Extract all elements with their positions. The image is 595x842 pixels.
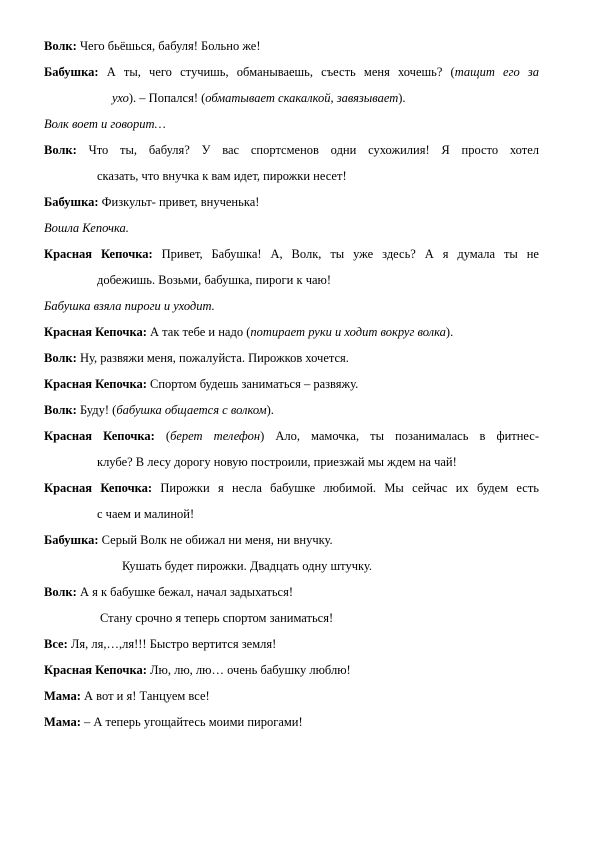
speaker-name: Волк: xyxy=(44,403,77,417)
speaker-name: Красная Кепочка: xyxy=(44,247,153,261)
line-text: Ля, ля,…,ля!!! Быстро вертится земля! xyxy=(67,637,277,651)
dialogue-line xyxy=(44,475,539,501)
stage-direction-line: Вошла Кепочка. xyxy=(44,221,129,235)
speaker-name: Красная Кепочка: xyxy=(44,429,155,443)
line-text: А так тебе и надо ( xyxy=(146,325,251,339)
line-text: Пирожки я несла бабушке любимой. Мы сейчас их будем есть xyxy=(152,481,539,495)
dialogue-line xyxy=(44,709,539,735)
dialogue-line xyxy=(44,59,539,85)
continuation-line: добежишь. Возьми, бабушка, пироги к чаю! xyxy=(97,273,332,287)
dialogue-line xyxy=(44,397,539,423)
speaker-name: Красная Кепочка: xyxy=(44,481,153,495)
speaker-name: Волк: xyxy=(44,351,77,365)
continuation-line: Кушать будет пирожки. Двадцать одну штучку. xyxy=(122,559,373,573)
speaker-name: Бабушка: xyxy=(44,533,99,547)
dialogue-line xyxy=(112,85,539,111)
line-text: Привет, Бабушка! А, Волк, ты уже здесь? А я думала ты не xyxy=(152,247,539,261)
dialogue-line xyxy=(44,345,539,371)
speaker-name: Мама: xyxy=(44,715,81,729)
dialogue-line xyxy=(44,241,539,267)
line-text: Чего бьёшься, бабуля! Больно же! xyxy=(76,39,261,53)
line-text: Что ты, бабуля? У вас спортсменов одни сухожилия! Я просто хотел xyxy=(76,143,539,157)
dialogue-line xyxy=(44,683,539,709)
line-text: ) Ало, мамочка, ты позанималась в фитнес- xyxy=(260,429,539,443)
line-text: Ну, развяжи меня, пожалуйста. Пирожков хочется. xyxy=(76,351,349,365)
stage-direction: обматывает скакалкой, завязывает xyxy=(205,91,399,105)
dialogue-line xyxy=(44,579,539,605)
dialogue-line xyxy=(44,189,539,215)
continuation-line: с чаем и малиной! xyxy=(97,507,195,521)
stage-direction: берет телефон xyxy=(170,429,261,443)
stage-direction-line: Бабушка взяла пироги и уходит. xyxy=(44,299,215,313)
line-text: ). xyxy=(266,403,274,417)
speaker-name: Бабушка: xyxy=(44,195,99,209)
line-text: – А теперь угощайтесь моими пирогами! xyxy=(80,715,303,729)
stage-direction: бабушка общается с волком xyxy=(116,403,267,417)
line-text: ). xyxy=(398,91,406,105)
line-text: Лю, лю, лю… очень бабушку люблю! xyxy=(146,663,351,677)
continuation-line: Стану срочно я теперь спортом заниматься! xyxy=(100,611,334,625)
speaker-name: Красная Кепочка: xyxy=(44,325,147,339)
speaker-name: Волк: xyxy=(44,585,77,599)
speaker-name: Бабушка: xyxy=(44,65,99,79)
speaker-name: Все: xyxy=(44,637,68,651)
speaker-name: Красная Кепочка: xyxy=(44,663,147,677)
dialogue-line xyxy=(44,657,539,683)
line-text: ( xyxy=(154,429,171,443)
dialogue-line xyxy=(44,319,539,345)
line-text: А вот и я! Танцуем все! xyxy=(80,689,210,703)
dialogue-line xyxy=(44,137,539,163)
speaker-name: Волк: xyxy=(44,143,77,157)
dialogue-line xyxy=(44,527,539,553)
line-text: Спортом будешь заниматься – развяжу. xyxy=(146,377,359,391)
speaker-name: Волк: xyxy=(44,39,77,53)
line-text: А ты, чего стучишь, обманываешь, съесть меня хочешь? ( xyxy=(98,65,455,79)
line-text: ). xyxy=(445,325,454,339)
line-text: А я к бабушке бежал, начал задыхаться! xyxy=(76,585,294,599)
line-text: ). – Попался! ( xyxy=(128,91,206,105)
stage-direction: ухо xyxy=(112,91,129,105)
line-text: Физкульт- привет, внученька! xyxy=(98,195,260,209)
dialogue-line xyxy=(44,33,539,59)
line-text: Буду! ( xyxy=(76,403,117,417)
line-text: Серый Волк не обижал ни меня, ни внучку. xyxy=(98,533,333,547)
stage-direction: тащит его за xyxy=(454,65,539,79)
stage-direction: потирает руки и ходит вокруг волка xyxy=(250,325,446,339)
stage-direction-line: Волк воет и говорит… xyxy=(44,117,166,131)
dialogue-line xyxy=(44,423,539,449)
dialogue-line xyxy=(44,631,539,657)
speaker-name: Красная Кепочка: xyxy=(44,377,147,391)
continuation-line: клубе? В лесу дорогу новую построили, приезжай мы ждем на чай! xyxy=(97,455,457,469)
continuation-line: сказать, что внучка к вам идет, пирожки несет! xyxy=(97,169,347,183)
dialogue-line xyxy=(44,371,539,397)
speaker-name: Мама: xyxy=(44,689,81,703)
